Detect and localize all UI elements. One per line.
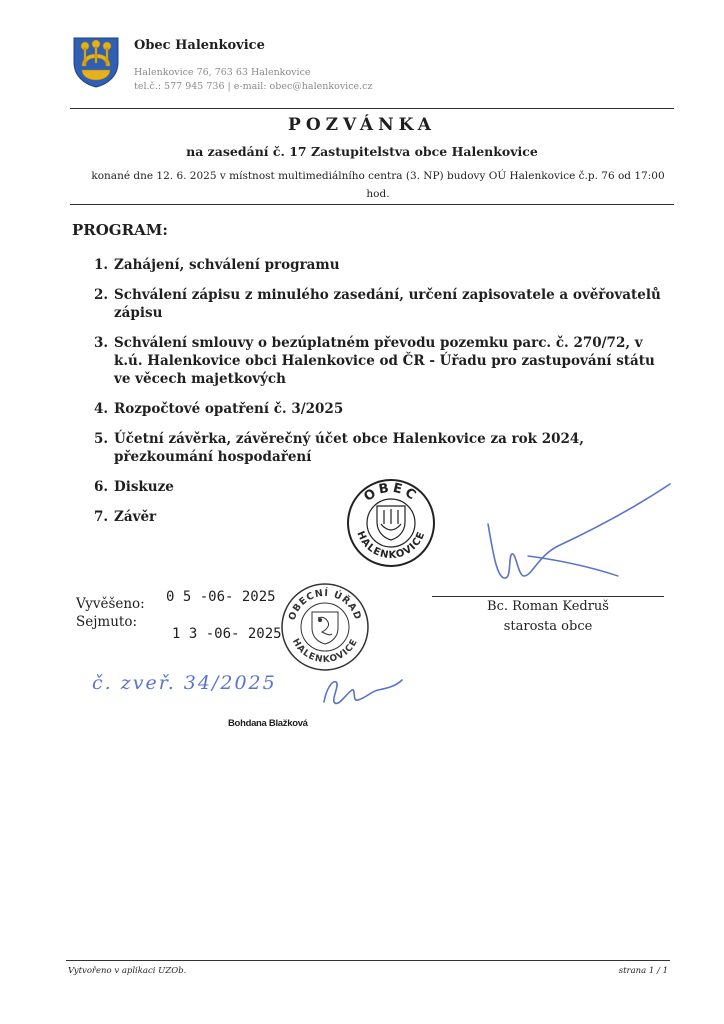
agenda-item-text: Účetní závěrka, závěrečný účet obce Halenkovice za rok 2024, přezkoumání hospodaření bbox=[114, 431, 584, 465]
meta-divider bbox=[70, 204, 674, 205]
agenda-item bbox=[94, 334, 674, 388]
posted-date: 0 5 -06- 2025 bbox=[166, 589, 276, 605]
agenda-item-number: 7. bbox=[94, 509, 109, 525]
agenda-item-number: 1. bbox=[94, 257, 109, 273]
agenda-item-number: 5. bbox=[94, 431, 109, 447]
municipal-round-stamp bbox=[346, 478, 436, 568]
svg-text:OBEC bbox=[361, 481, 420, 505]
agenda-item-text: Schválení smlouvy o bezúplatném převodu pozemku parc. č. 270/72, v k.ú. Halenkovice obci Halenkovice od ČR - Úřadu pro zastupování státu ve věcech majetkových bbox=[114, 335, 655, 387]
state-emblem-icon bbox=[312, 612, 338, 644]
agenda-item-text: Diskuze bbox=[114, 479, 174, 495]
posted-label: Vyvěšeno: bbox=[76, 596, 145, 612]
clerk-name: Bohdana Blažková bbox=[228, 718, 308, 729]
signature-line bbox=[432, 596, 664, 597]
municipal-crest-icon bbox=[72, 36, 120, 88]
agenda-item bbox=[94, 430, 674, 466]
removed-date: 1 3 -06- 2025 bbox=[172, 626, 282, 642]
signatory-role: starosta obce bbox=[503, 619, 593, 634]
document-title: POZVÁNKA bbox=[288, 115, 436, 135]
document-subtitle: na zasedání č. 17 Zastupitelstva obce Halenkovice bbox=[186, 144, 538, 159]
stamp-crest-icon bbox=[377, 506, 405, 540]
agenda-item bbox=[94, 400, 674, 418]
clerk-signature-icon bbox=[318, 672, 406, 712]
office-stamp-top-text: OBECNÍ ÚŘAD bbox=[286, 587, 364, 622]
agenda-item-number: 6. bbox=[94, 479, 109, 495]
stamp-top-text: OBEC bbox=[361, 480, 421, 505]
handwritten-reference: č. zveř. 34/2025 bbox=[92, 672, 277, 694]
office-round-stamp bbox=[280, 582, 370, 672]
footer-divider bbox=[66, 960, 670, 961]
municipality-contact: tel.č.: 577 945 736 | e-mail: obec@halenkovice.cz bbox=[134, 81, 373, 92]
agenda-item-text: Zahájení, schválení programu bbox=[114, 257, 340, 273]
municipality-address: Halenkovice 76, 763 63 Halenkovice bbox=[134, 67, 311, 78]
agenda-item-text: Závěr bbox=[114, 509, 157, 525]
agenda-item-text: Rozpočtové opatření č. 3/2025 bbox=[114, 401, 344, 417]
municipality-name: Obec Halenkovice bbox=[134, 38, 265, 53]
mayor-signature-icon bbox=[478, 476, 674, 588]
agenda-item bbox=[94, 286, 674, 322]
header-divider bbox=[70, 108, 674, 109]
agenda-item-text: Schválení zápisu z minulého zasedání, určení zapisovatele a ověřovatelů zápisu bbox=[114, 287, 661, 321]
program-heading: PROGRAM: bbox=[72, 221, 168, 239]
stamp-bottom-text: HALENKOVICE bbox=[354, 529, 428, 562]
agenda-item-number: 3. bbox=[94, 335, 109, 351]
office-stamp-bottom-text: HALENKOVICE bbox=[289, 637, 361, 666]
agenda-item-number: 4. bbox=[94, 401, 109, 417]
footer-generated-by: Vytvořeno v aplikaci UZOb. bbox=[68, 966, 187, 976]
removed-label: Sejmuto: bbox=[76, 614, 138, 630]
svg-text:OBECNÍ ÚŘAD bbox=[287, 587, 363, 622]
footer-page-number: strana 1 / 1 bbox=[618, 966, 668, 976]
meeting-details: konané dne 12. 6. 2025 v místnost multimediálního centra (3. NP) budovy OÚ Halenkovice č.p. 76 od 17:00 hod. bbox=[91, 170, 665, 200]
signatory-name: Bc. Roman Kedruš bbox=[487, 599, 609, 614]
agenda-item bbox=[94, 256, 674, 274]
agenda-item-number: 2. bbox=[94, 287, 109, 303]
